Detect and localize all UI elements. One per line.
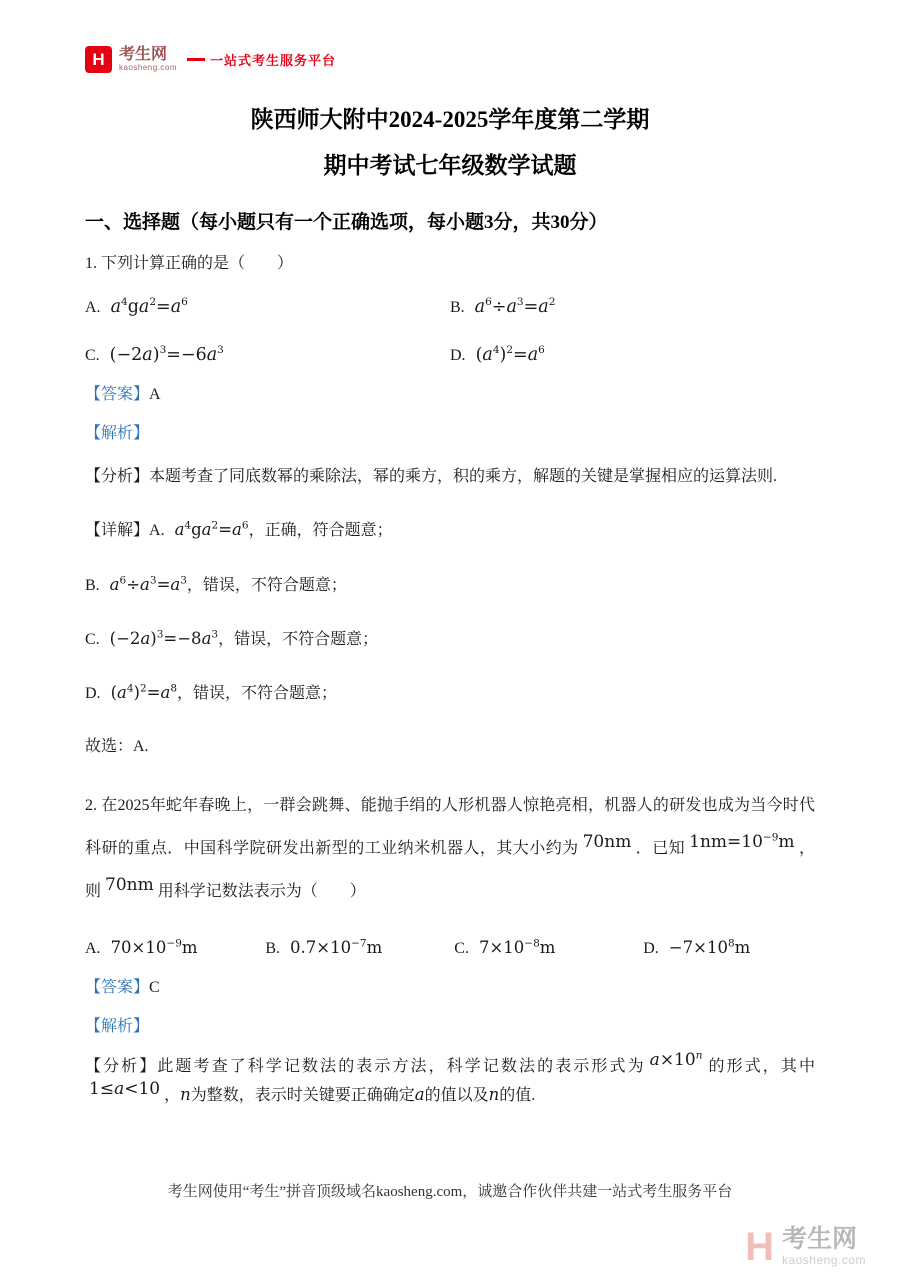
answer-value: C	[149, 978, 160, 996]
option-label: A.	[85, 299, 101, 317]
option-label: A.	[85, 939, 101, 957]
detail-label: B.	[85, 576, 100, 594]
detail-formula: $(-2a)^3=-8a^3$	[109, 628, 219, 648]
brand-block	[119, 47, 177, 72]
option-formula: $0.7\times 10^{-7}m$	[290, 937, 383, 957]
option-formula: $(a^4)^2=a^6$	[475, 344, 545, 366]
q2-option-d	[643, 938, 815, 958]
option-label: D.	[450, 347, 466, 365]
site-header	[85, 46, 815, 73]
watermark-domain: kaosheng.com	[781, 1252, 866, 1267]
q1-option-d	[450, 345, 815, 365]
detail-tail: ，错误，不符合题意；	[186, 576, 347, 594]
detail-formula: $(a^4)^2=a^8$	[110, 682, 178, 702]
option-label: B.	[450, 299, 465, 317]
q2-option-b	[265, 938, 454, 958]
option-formula: $a^6\div a^3=a^2$	[474, 296, 556, 318]
option-formula: $-7\times 10^8m$	[668, 937, 751, 957]
detail-tail: ，错误，不符合题意；	[177, 684, 338, 702]
q1-detail-a	[85, 516, 815, 544]
q1-fenxi-line	[85, 463, 815, 490]
question-2-stem: 2. 在2025年蛇年春晚上，一群会跳舞、能抛手绢的人形机器人惊艳亮相，机器人的研发也成为当今时代科研的重点．中国科学院研发出新型的工业纳米机器人，其大小约为 70nm ．已知 $1nm=10^{-9}m$ ，则 70nm 用科学记数法表示为（ ）	[85, 797, 815, 901]
brand-name: 考生网	[119, 45, 168, 63]
detail-label: D.	[85, 684, 101, 702]
watermark-logo-icon: H	[745, 1224, 774, 1269]
q2-analysis-line	[85, 1013, 815, 1036]
answer-value: A	[149, 386, 161, 404]
watermark	[745, 1226, 866, 1267]
kaosheng-logo-icon: H	[85, 46, 112, 73]
q1-detail-b	[85, 571, 815, 599]
xiangjie-label: 【详解】	[85, 522, 150, 540]
page-footer: 考生网使用“考生”拼音顶级域名kaosheng.com，诚邀合作伙伴共建一站式考生服务平台	[167, 1184, 733, 1200]
detail-tail: ，正确，符合题意；	[248, 522, 393, 540]
question-2-options	[85, 938, 815, 958]
detail-label: A.	[149, 522, 165, 540]
watermark-brand: 考生网	[781, 1225, 857, 1254]
watermark-text	[782, 1226, 866, 1267]
q1-analysis-line	[85, 420, 815, 443]
analysis-label: 【解析】	[85, 425, 150, 443]
option-formula: $70\times 10^{-9}m$	[110, 937, 198, 957]
analysis-label: 【解析】	[85, 1017, 150, 1035]
q1-conclusion: 故选：A.	[85, 738, 149, 756]
q2-fenxi-line: 【分析】此题考查了科学记数法的表示方法，科学记数法的表示形式为 $a\times 10^n$的形式，其中1≤a<10 ，n为整数，表示时关键要正确确定a的值以及n的值.	[85, 1049, 815, 1104]
option-formula: $a^4ga^2=a^6$	[110, 296, 188, 318]
fenxi-label: 【分析】	[85, 468, 150, 486]
section-heading: 一、选择题（每小题只有一个正确选项，每小题3分，共30分）	[85, 212, 608, 233]
q1-option-c	[85, 345, 450, 365]
brand-tagline: 一站式考生服务平台	[210, 53, 337, 68]
option-label: B.	[265, 939, 281, 957]
q2-option-a	[85, 938, 265, 958]
detail-tail: ，错误，不符合题意；	[218, 630, 379, 648]
exam-title-line2: 期中考试七年级数学试题	[323, 153, 577, 178]
tagline-dash	[187, 58, 205, 61]
q2-option-c	[454, 938, 643, 958]
detail-label: C.	[85, 630, 100, 648]
q1-detail-d	[85, 679, 815, 707]
q1-option-a	[85, 297, 450, 317]
option-label: C.	[454, 939, 469, 957]
brand-domain: kaosheng.com	[119, 62, 178, 72]
answer-label: 【答案】	[85, 386, 150, 404]
question-1-options	[85, 297, 815, 365]
q1-answer-line	[85, 381, 815, 404]
q1-option-b	[450, 297, 815, 317]
exam-title-line1: 陕西师大附中2024-2025学年度第二学期	[250, 107, 650, 132]
detail-formula: $a^4ga^2=a^6$	[174, 519, 249, 540]
q1-detail-c	[85, 625, 815, 653]
option-formula: $7\times 10^{-8}m$	[478, 937, 556, 957]
question-1-stem: 1. 下列计算正确的是（ ）	[85, 255, 294, 272]
q2-answer-line	[85, 974, 815, 997]
answer-label: 【答案】	[85, 978, 150, 996]
option-label: C.	[85, 347, 100, 365]
fenxi-text: 本题考查了同底数幂的乘除法，幂的乘方，积的乘方，解题的关键是掌握相应的运算法则.	[149, 468, 778, 486]
option-label: D.	[643, 939, 659, 957]
detail-formula: $a^6\div a^3=a^3$	[109, 574, 187, 594]
option-formula: $(-2a)^3=-6a^3$	[109, 344, 224, 366]
